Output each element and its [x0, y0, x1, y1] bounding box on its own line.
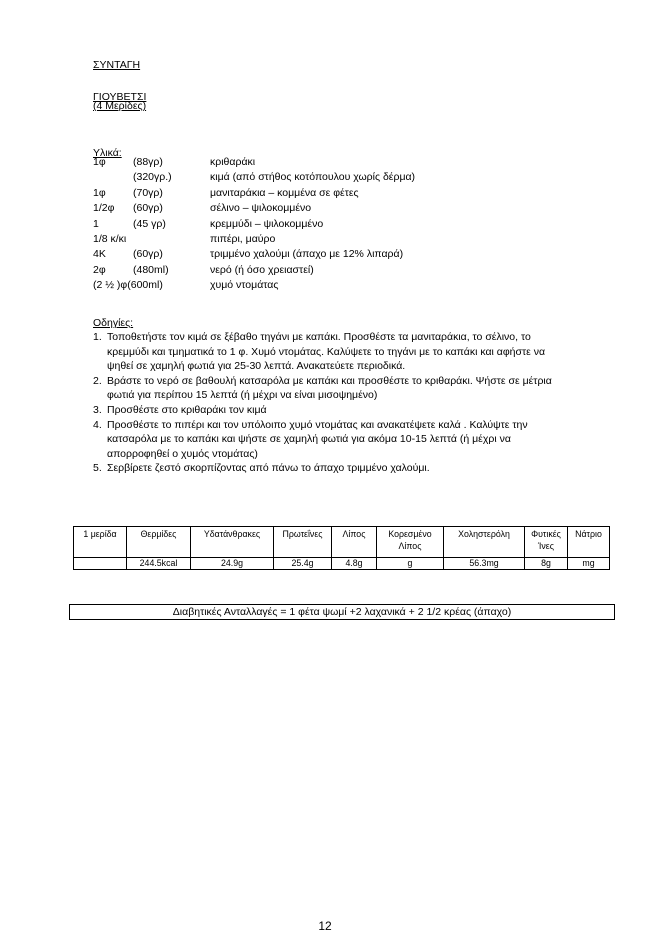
nutrition-header-cell: Νάτριο — [568, 527, 610, 558]
ingredient-name: μανιταράκια – κομμένα σε φέτες — [210, 186, 359, 199]
directions-heading: Οδηγίες: — [93, 317, 134, 329]
ingredient-name: χυμό ντομάτας — [210, 279, 279, 292]
step-text: Προσθέστε το πιπέρι και τον υπόλοιπο χυμό ντομάτας και ανακατέψετε καλά . Καλύψτε την κατσαρόλα με το καπάκι και ψήστε σε χαμηλή φωτιά για ακόμα 10-15 λεπτά (ή μέχρι να απορροφηθεί ο χυμός ντομάτας) — [107, 418, 528, 460]
direction-step — [93, 461, 573, 476]
ingredient-quantity: 1/2φ — [93, 202, 115, 215]
nutrition-value-cell — [74, 558, 127, 570]
ingredient-quantity: 2φ — [93, 263, 106, 276]
step-text: Προσθέστε στο κριθαράκι τον κιμά — [107, 403, 267, 416]
ingredient-quantity: 1φ — [93, 156, 106, 168]
nutrition-header-cell: Χοληστερόλη — [444, 527, 525, 558]
ingredient-quantity: 1φ — [93, 186, 106, 199]
ingredient-name: πιπέρι, μαύρο — [210, 232, 276, 245]
nutrition-value-cell: 56.3mg — [444, 558, 525, 570]
ingredient-measure: (320γρ.) — [133, 171, 172, 184]
ingredient-measure: (60γρ) — [133, 248, 163, 261]
direction-step — [93, 330, 573, 374]
ingredient-quantity: (2 ½ )φ(600ml) — [93, 279, 163, 292]
nutrition-value-cell: 24.9g — [191, 558, 274, 570]
step-number: 4. — [93, 418, 102, 431]
step-number: 5. — [93, 462, 102, 475]
directions-list — [93, 330, 573, 476]
ingredient-name: σέλινο – ψιλοκομμένο — [210, 202, 312, 215]
ingredient-measure: (70γρ) — [133, 186, 163, 199]
ingredient-measure: (45 γρ) — [133, 217, 166, 230]
nutrition-header-cell: Πρωτεΐνες — [274, 527, 332, 558]
direction-step — [93, 374, 573, 403]
direction-step — [93, 418, 573, 462]
servings-label: (4 Μερίδες) — [93, 100, 147, 112]
step-text: Σερβίρετε ζεστό σκορπίζοντας από πάνω το άπαχο τριμμένο χαλούμι. — [107, 462, 430, 475]
step-number: 2. — [93, 374, 102, 387]
diabetic-exchanges-box: Διαβητικές Ανταλλαγές = 1 φέτα ψωμί +2 λαχανικά + 2 1/2 κρέας (άπαχο) — [69, 604, 615, 620]
nutrition-header-row — [74, 527, 610, 558]
step-number: 1. — [93, 331, 102, 343]
ingredients-heading: Υλικά: — [93, 147, 122, 159]
nutrition-value-cell: 25.4g — [274, 558, 332, 570]
nutrition-value-cell: 4.8g — [332, 558, 377, 570]
ingredient-quantity: 4Κ — [93, 248, 106, 261]
nutrition-header-cell: Θερμίδες — [127, 527, 191, 558]
direction-step — [93, 403, 573, 418]
nutrition-value-cell: g — [377, 558, 444, 570]
nutrition-values-row — [74, 558, 610, 570]
nutrition-header-cell: Κορεσμένο Λίπος — [377, 527, 444, 558]
nutrition-header-cell: 1 μερίδα — [74, 527, 127, 558]
page-number: 12 — [318, 919, 332, 933]
step-text: Τοποθετήστε τον κιμά σε ξέβαθο τηγάνι με καπάκι. Προσθέστε τα μανιταράκια, το σέλινο, το κρεμμύδι και τμηματικά το 1 φ. Χυμό ντομάτας. Καλύψετε το τηγάνι με το καπάκι και αφήστε να ψηθεί σε χαμηλή φωτιά για 25-30 λεπτά. Ανακατεύετε περιοδικά. — [107, 331, 546, 373]
nutrition-value-cell: mg — [568, 558, 610, 570]
nutrition-value-cell: 8g — [525, 558, 568, 570]
ingredient-measure: (480ml) — [133, 263, 169, 276]
ingredient-measure: (88γρ) — [133, 156, 163, 168]
recipe-heading: ΣΥΝΤΑΓΗ — [93, 59, 141, 71]
nutrition-header-cell: Λίπος — [332, 527, 377, 558]
ingredient-measure: (60γρ) — [133, 202, 163, 215]
dish-title: ΓΙΟΥΒΕΤΣΙ — [93, 91, 147, 103]
step-number: 3. — [93, 403, 102, 416]
ingredient-name: τριμμένο χαλούμι (άπαχο με 12% λιπαρά) — [210, 248, 404, 261]
nutrition-value-cell: 244.5kcal — [127, 558, 191, 570]
ingredient-quantity: 1 — [93, 217, 99, 230]
nutrition-header-cell: Φυτικές Ίνες — [525, 527, 568, 558]
nutrition-header-cell: Υδατάνθρακες — [191, 527, 274, 558]
ingredient-quantity: 1/8 κ/κι — [93, 232, 127, 245]
nutrition-table — [73, 526, 610, 570]
step-text: Βράστε το νερό σε βαθουλή κατσαρόλα με καπάκι και προσθέστε το κριθαράκι. Ψήστε σε μέτρια φωτιά για περίπου 15 λεπτά (ή μέχρι να είναι μισοψημένο) — [107, 374, 552, 402]
ingredient-name: κριθαράκι — [210, 156, 256, 168]
ingredient-name: κιμά (από στήθος κοτόπουλου χωρίς δέρμα) — [210, 171, 416, 184]
ingredient-name: κρεμμύδι – ψιλοκομμένο — [210, 217, 324, 230]
ingredient-name: νερό (ή όσο χρειαστεί) — [210, 263, 314, 276]
